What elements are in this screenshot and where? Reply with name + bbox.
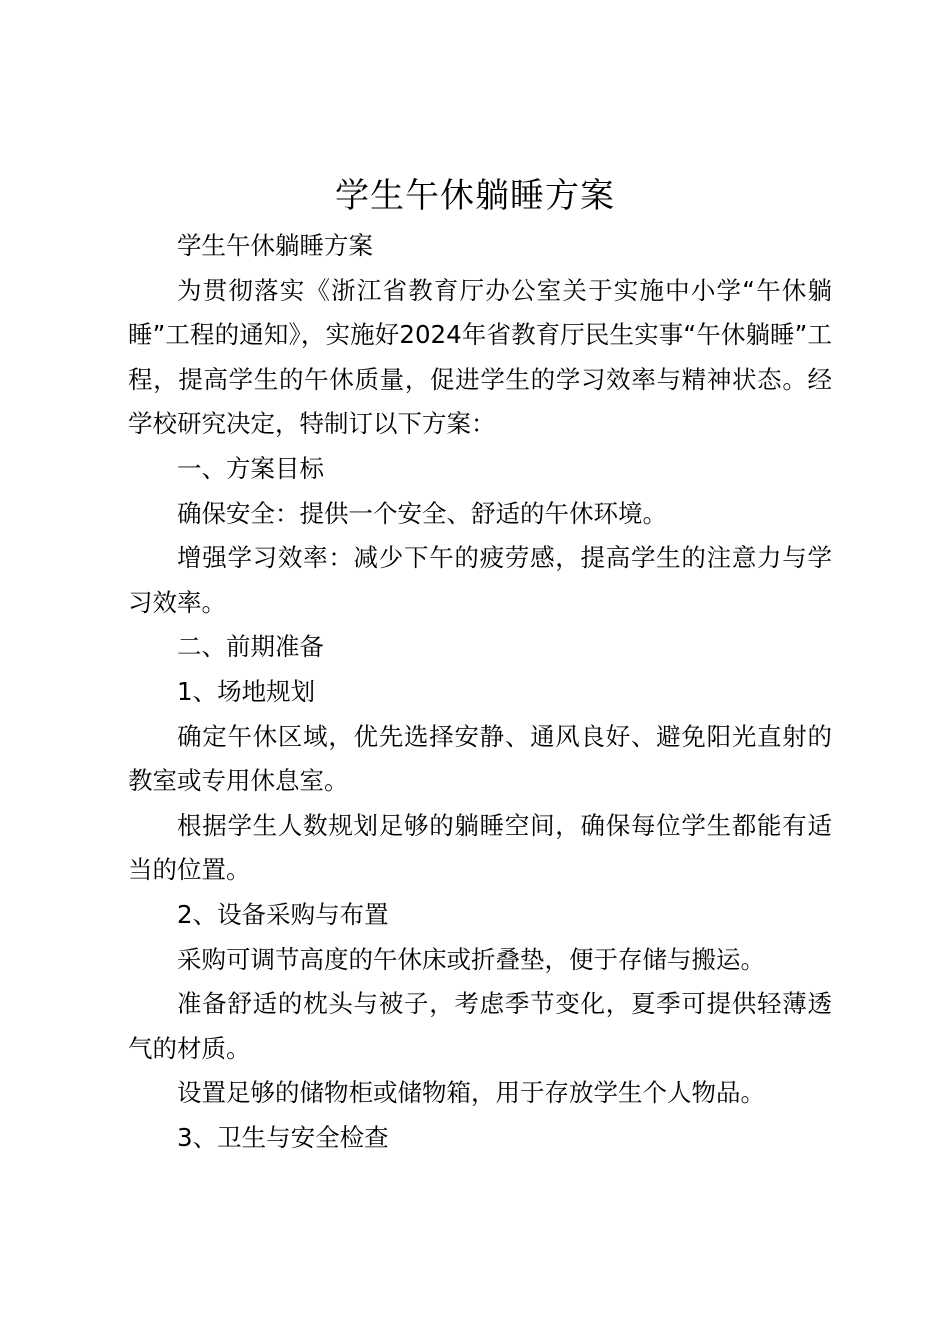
subheading-hygiene-safety: 3、卫生与安全检查 — [177, 1122, 389, 1152]
paragraph-beds: 采购可调节高度的午休床或折叠垫，便于存储与搬运。 — [177, 944, 765, 974]
section-heading-goals: 一、方案目标 — [177, 453, 324, 483]
paragraph-subtitle: 学生午休躺睡方案 — [177, 231, 373, 260]
paragraph-efficiency: 增强学习效率：减少下午的疲劳感，提高学生的注意力与学习效率。 — [128, 543, 832, 617]
subheading-site-planning: 1、场地规划 — [177, 676, 316, 706]
paragraph-bedding: 准备舒适的枕头与被子，考虑季节变化，夏季可提供轻薄透气的材质。 — [128, 989, 832, 1063]
paragraph-intro: 为贯彻落实《浙江省教育厅办公室关于实施中小学“午休躺睡”工程的通知》，实施好2024年省教育厅民生实事“午休躺睡”工程，提高学生的午休质量，促进学生的学习效率与精神状态。经学校研究决定，特制订以下方案： — [128, 275, 832, 439]
paragraph-storage: 设置足够的储物柜或储物箱，用于存放学生个人物品。 — [177, 1078, 765, 1108]
subheading-equipment: 2、设备采购与布置 — [177, 899, 389, 929]
document-title: 学生午休躺睡方案 — [335, 176, 615, 216]
section-heading-preparation: 二、前期准备 — [177, 632, 324, 662]
paragraph-area: 确定午休区域，优先选择安静、通风良好、避免阳光直射的教室或专用休息室。 — [128, 721, 832, 796]
paragraph-space: 根据学生人数规划足够的躺睡空间，确保每位学生都能有适当的位置。 — [128, 810, 832, 885]
paragraph-safety: 确保安全：提供一个安全、舒适的午休环境。 — [177, 498, 667, 528]
document-body — [128, 224, 832, 1160]
